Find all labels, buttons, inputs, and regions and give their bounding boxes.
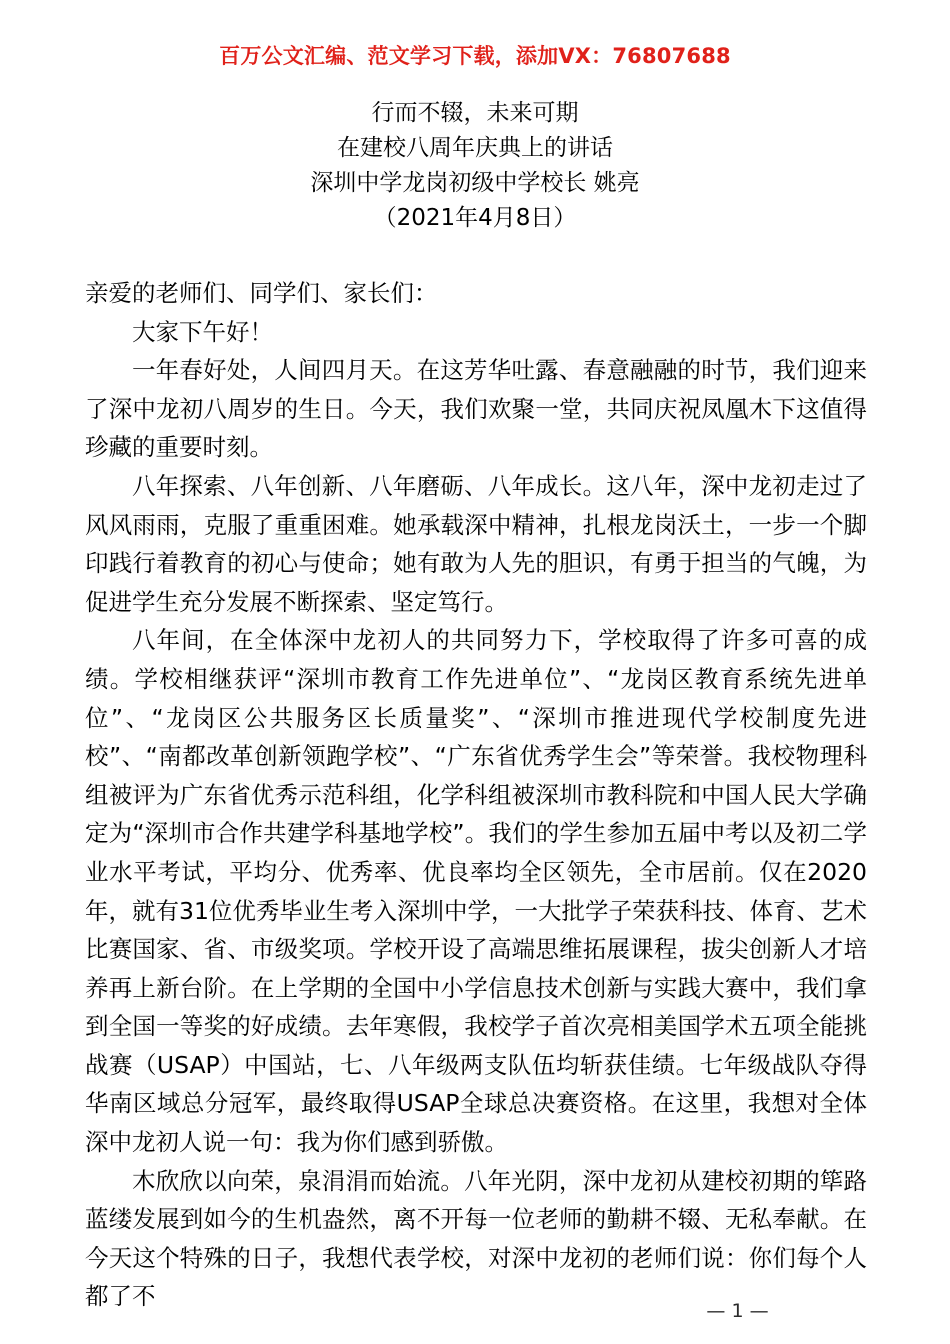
title-line-main: 行而不辍，未来可期	[371, 100, 579, 126]
paragraph-spring: 一年春好处，人间四月天。在这芳华吐露、春意融融的时节，我们迎来了深中龙初八周岁的生日。今天，我们欢聚一堂，共同庆祝凤凰木下这值得珍藏的重要时刻。	[85, 356, 867, 462]
paragraph-salutation: 亲爱的老师们、同学们、家长们：	[85, 279, 438, 307]
page-footer	[0, 1300, 950, 1322]
paragraph-eight-years: 八年探索、八年创新、八年磨砺、八年成长。这八年，深中龙初走过了风风雨雨，克服了重重困难。她承载深中精神，扎根龙岗沃土，一步一个脚印践行着教育的初心与使命；她有敢为人先的胆识，有勇于担当的气魄，为促进学生充分发展不断探索、坚定笃行。	[85, 471, 867, 616]
document-title-block	[0, 96, 950, 236]
title-line-date: （2021年4月8日）	[373, 205, 577, 231]
title-line-subtitle: 在建校八周年庆典上的讲话	[337, 135, 613, 161]
paragraph-teachers: 木欣欣以向荣，泉涓涓而始流。八年光阴，深中龙初从建校初期的筚路蓝缕发展到如今的生机盎然，离不开每一位老师的勤耕不辍、无私奉献。在今天这个特殊的日子，我想代表学校，对深中龙初的老师们说：你们每个人都了不	[85, 1166, 867, 1311]
paragraph-achievements: 八年间，在全体深中龙初人的共同努力下，学校取得了许多可喜的成绩。学校相继获评“深圳市教育工作先进单位”、“龙岗区教育系统先进单位”、“龙岗区公共服务区长质量奖”、“深圳市推进现代学校制度先进校”、“南都改革创新领跑学校”、“广东省优秀学生会”等荣誉。我校物理科组被评为广东省优秀示范科组，化学科组被深圳市教科院和中国人民大学确定为“深圳市合作共建学科基地学校”。我们的学生参加五届中考以及初二学业水平考试，平均分、优秀率、优良率均全区领先，全市居前。仅在2020年，就有31位优秀毕业生考入深圳中学，一大批学子荣获科技、体育、艺术比赛国家、省、市级奖项。学校开设了高端思维拓展课程，拔尖创新人才培养再上新台阶。在上学期的全国中小学信息技术创新与实践大赛中，我们拿到全国一等奖的好成绩。去年寒假，我校学子首次亮相美国学术五项全能挑战赛（USAP）中国站，七、八年级两支队伍均斩获佳绩。七年级战队夺得华南区域总分冠军，最终取得USAP全球总决赛资格。在这里，我想对全体深中龙初人说一句：我为你们感到骄傲。	[85, 626, 867, 1157]
title-line-speaker: 深圳中学龙岗初级中学校长 姚亮	[310, 170, 640, 196]
document-body	[85, 274, 867, 1316]
page-number: — 1 —	[706, 1300, 769, 1322]
promo-banner-text: 百万公文汇编、范文学习下载，添加VX：76807688	[219, 44, 731, 68]
paragraph-greeting: 大家下午好！	[132, 317, 273, 346]
